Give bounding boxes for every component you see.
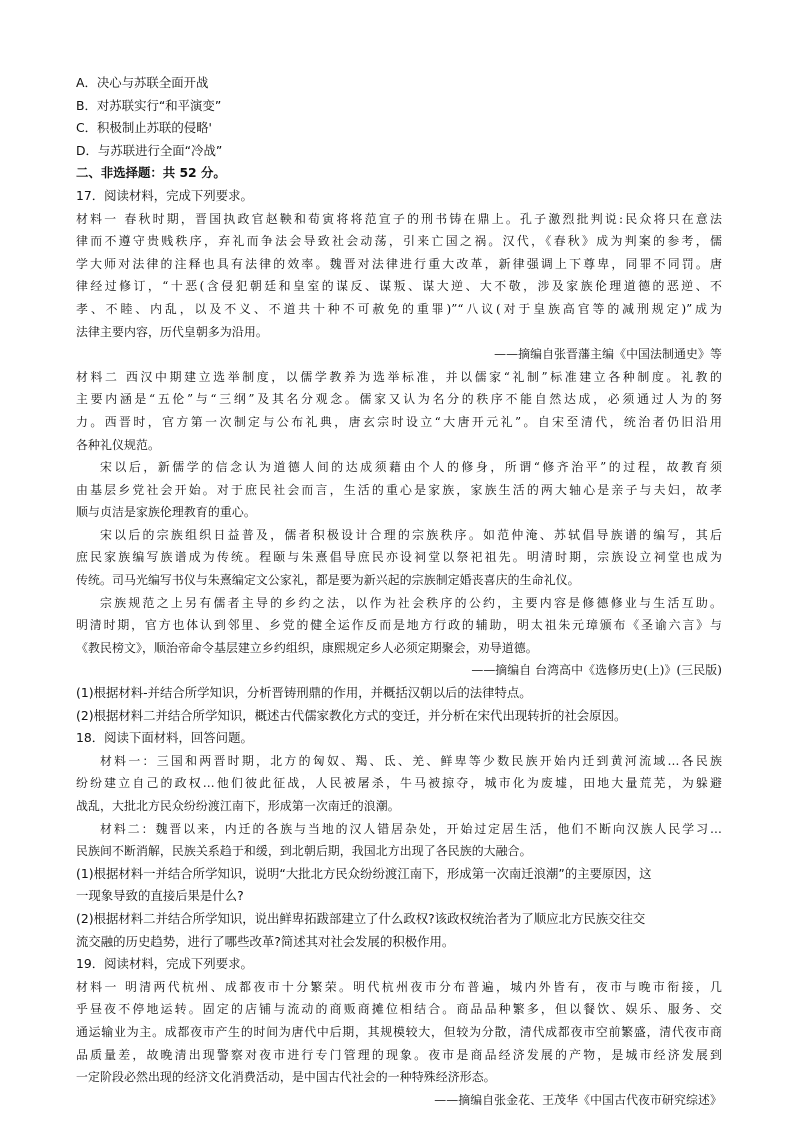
material-line: 品质量差，故晚清出现警察对夜市进行专门管理的现象。夜市是商品经济发展的产物，是城市经济发展到 xyxy=(76,1047,722,1062)
question-18 xyxy=(76,727,722,953)
material-line: 材料一 春秋时期，晋国执政官赵鞅和荀寅将将范宣子的刑书铸在鼎上。孔子激烈批判说:民众将只在意法 xyxy=(76,211,722,226)
question-19 xyxy=(76,953,722,1111)
sub-question: (2)根据材料二并结合所学知识，说出鲜卑拓跋部建立了什么政权?该政权统治者为了顺应北方民族交往交 xyxy=(76,910,646,926)
material-line: 法律主要内容，历代皇朝多为沿用。 xyxy=(76,324,268,339)
option-a: A．决心与苏联全面开战 xyxy=(76,75,209,90)
material-line: 宋以后的宗族组织日益普及，儒者积极设计合理的宗族秩序。如范仲淹、苏轼倡导族谱的编写，其后 xyxy=(100,527,722,542)
option-b: B．对苏联实行“和平演变” xyxy=(76,97,222,113)
option-d: D．与苏联进行全面“冷战” xyxy=(76,142,223,158)
material-line: 主要内涵是“五伦”与“三纲”及其名分观念。儒家又认为名分的秩序不能自然达成，必须通过人为的努 xyxy=(76,392,722,407)
material-line: 各种礼仪规范。 xyxy=(76,437,160,452)
material-line: 材料二 西汉中期建立选举制度，以儒学教养为选举标准，并以儒家“礼制”标准建立各种制度。礼教的 xyxy=(76,369,722,384)
sub-question: (1)根据材料一并结合所学知识，说明“大批北方民众纷纷渡江南下，形成第一次南迁浪潮”的主要原因，这 xyxy=(76,865,652,881)
material-line: 明清时期，官方也体认到邻里、乡党的健全运作反而是地方行政的辅助，明太祖朱元璋颁布《圣谕六言》与 xyxy=(76,618,722,633)
material-line: 材料二：魏晋以来，内迁的各族与当地的汉人错居杂处，开始过定居生活，他们不断向汉族人民学习… xyxy=(100,821,722,836)
material-line: 材料一：三国和两晋时期，北方的匈奴、羯、氐、羌、鲜卑等少数民族开始内迁到黄河流域…各民族 xyxy=(100,753,722,768)
question-18-stem: 18．阅读下面材料，回答问题。 xyxy=(76,730,253,746)
material-line: 宗族规范之上另有儒者主导的乡约之法，以作为社会秩序的公约，主要内容是修德修业与生活互助。 xyxy=(100,595,722,610)
material-line: 纷纷建立自己的政权…他们彼此征战，人民被屠杀，牛马被掠夺，城市化为废墟，田地大量荒芜，为躲避 xyxy=(76,776,722,791)
section-title: 二、非选择题：共 52 分。 xyxy=(76,165,226,181)
material-source: ——摘编自张金花、王茂华《中国古代夜市研究综述》 xyxy=(434,1092,722,1107)
question-17-stem: 17．阅读材料，完成下列要求。 xyxy=(76,187,253,203)
material-line: 传统。司马光编写书仪与朱熹编定文公家礼，都是要为新兴起的宗族制定婚丧喜庆的生命礼仪。 xyxy=(76,573,580,588)
material-line: 宋以后，新儒学的信念认为道德人间的达成须藉由个人的修身，所谓“修齐治平”的过程，故教育须 xyxy=(100,460,722,475)
sub-question: (2)根据材料二并结合所学知识，概述古代儒家教化方式的变迁，并分析在宋代出现转折的社会原因。 xyxy=(76,707,627,723)
material-line: 《教民榜文》，顺治帝命令基层建立乡约组织，康熙规定乡人必须定期聚会，劝导道德。 xyxy=(76,640,538,655)
question-17 xyxy=(76,185,722,727)
material-line: 顺与贞洁是家族伦理教育的重心。 xyxy=(76,505,256,520)
option-list xyxy=(76,72,722,162)
material-line: 乎昼夜不停地运转。固定的店铺与流动的商贩商摊位相结合。商品品种繁多，但以餐饮、娱乐、服务、交 xyxy=(76,1002,722,1017)
material-line: 律而不遵守贵贱秩序，弃礼而争法会导致社会动荡，引来亡国之祸。汉代，《春秋》成为判案的参考，儒 xyxy=(76,234,722,249)
material-line: 战乱，大批北方民众纷纷渡江南下，形成第一次南迁的浪潮。 xyxy=(76,799,400,813)
material-line: 律经过修订，“十恶(含侵犯朝廷和皇室的谋反、谋叛、谋大逆、大不敬，涉及家族伦理道德的恶逆、不 xyxy=(76,279,722,294)
material-line: 通运输业为主。成都夜市产生的时间为唐代中后期，其规模较大，但较为分散，清代成都夜市空前繁盛，清代夜市商 xyxy=(76,1024,722,1039)
question-19-stem: 19．阅读材料，完成下列要求。 xyxy=(76,956,253,972)
exam-page xyxy=(76,72,722,1111)
material-line: 孝、不睦、内乱，以及不义、不道共十种不可赦免的重罪)”“八议(对于皇族高官等的减刑规定)”成为 xyxy=(76,301,722,316)
material-line: 材料一 明清两代杭州、成都夜市十分繁荣。明代杭州夜市分布普遍，城内外皆有，夜市与晚市衔接，几 xyxy=(76,979,722,994)
sub-question: 流交融的历史趋势，进行了哪些改革?简述其对社会发展的积极作用。 xyxy=(76,933,455,949)
material-line: 学大师对法律的注释也具有法律的效率。魏晋对法律进行重大改革，新律强调上下尊卑，同罪不同罚。唐 xyxy=(76,256,722,271)
material-source: ——摘编自张晋藩主编《中国法制通史》等 xyxy=(494,347,722,362)
material-line: 庶民家族编写族谱成为传统。程颐与朱熹倡导庶民亦设祠堂以祭祀祖先。明清时期，宗族设立祠堂也成为 xyxy=(76,550,722,565)
material-line: 一定阶段必然出现的经济文化消费活动，是中国古代社会的一种特殊经济形态。 xyxy=(76,1070,496,1085)
material-line: 力。西晋时，官方第一次制定与公布礼典，唐玄宗时设立“大唐开元礼”。自宋至清代，统治者仍旧沿用 xyxy=(76,414,722,429)
sub-question: 一现象导致的直接后果是什么? xyxy=(76,888,244,904)
material-line: 由基层乡党社会开始。对于庶民社会而言，生活的重心是家族，家族生活的两大轴心是亲子与夫妇，故孝 xyxy=(76,482,722,497)
material-source: ——摘编自 台湾高中《选修历史(上)》(三民版) xyxy=(471,663,722,678)
option-c: C．积极制止苏联的侵略' xyxy=(76,120,212,136)
material-line: 民族间不断消解，民族关系趋于和缓，到北朝后期，我国北方出现了各民族的大融合。 xyxy=(76,844,532,859)
sub-question: (1)根据材料-并结合所学知识，分析晋铸刑鼎的作用，并概括汉朝以后的法律特点。 xyxy=(76,685,532,701)
